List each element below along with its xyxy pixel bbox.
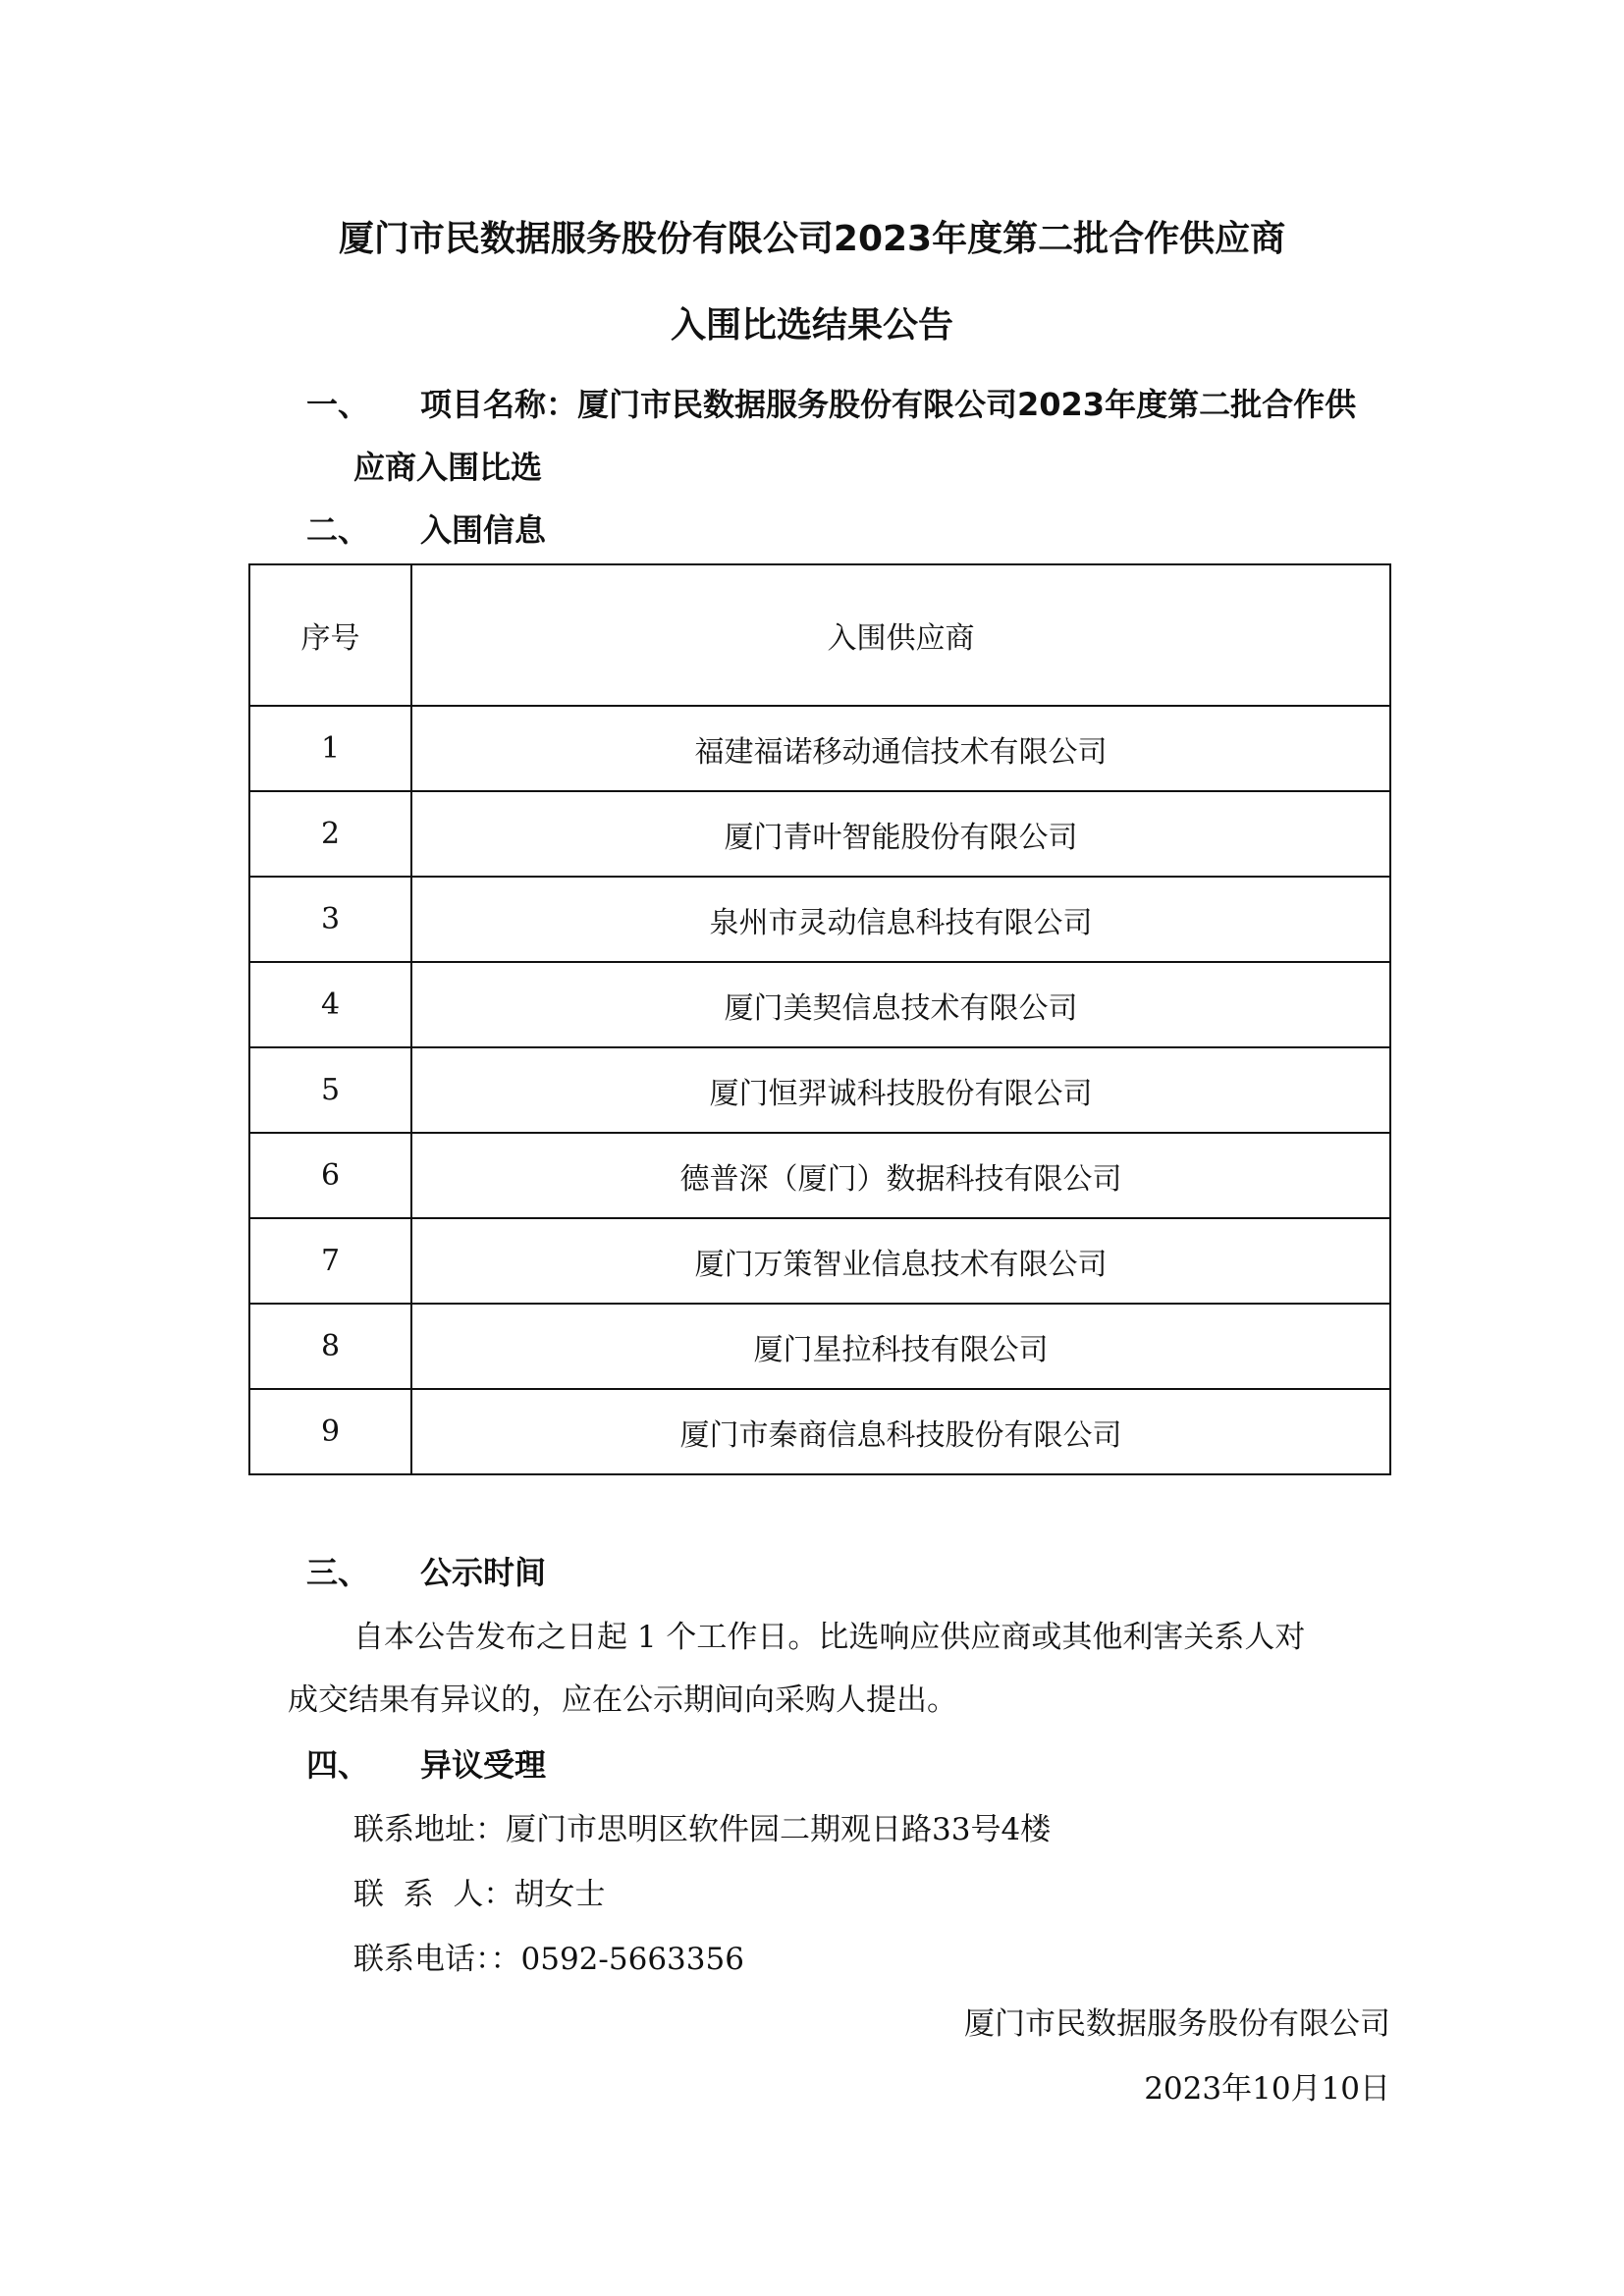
row-index: 8 [249,1304,411,1389]
row-index: 5 [249,1047,411,1133]
page-title-line-1: 厦门市民数据服务股份有限公司2023年度第二批合作供应商 [338,219,1286,259]
table-row [249,877,1390,962]
page-title-line-2: 入围比选结果公告 [670,305,953,346]
row-supplier-name: 德普深（厦门）数据科技有限公司 [411,1133,1390,1218]
section-2-number: 二、 [306,511,370,549]
table-row [249,791,1390,877]
row-index: 6 [249,1133,411,1218]
row-index: 1 [249,706,411,791]
table-row [249,962,1390,1047]
section-4-heading: 异议受理 [420,1746,547,1784]
section-3-body-line-1: 自本公告发布之日起 1 个工作日。比选响应供应商或其他利害关系人对 [353,1620,1306,1655]
row-supplier-name: 厦门青叶智能股份有限公司 [411,791,1390,877]
signature-company: 厦门市民数据服务股份有限公司 [964,2006,1390,2042]
table-row [249,1047,1390,1133]
table-row [249,1218,1390,1304]
row-index: 3 [249,877,411,962]
table-header-row [249,564,1390,706]
section-1-project-name-line-1: 项目名称：厦门市民数据服务股份有限公司2023年度第二批合作供 [420,386,1357,423]
row-supplier-name: 泉州市灵动信息科技有限公司 [411,877,1390,962]
row-supplier-name: 厦门星拉科技有限公司 [411,1304,1390,1389]
table-row [249,1389,1390,1474]
table-row [249,706,1390,791]
section-3-number: 三、 [306,1554,370,1591]
table-row [249,1133,1390,1218]
row-supplier-name: 厦门市秦商信息科技股份有限公司 [411,1389,1390,1474]
row-supplier-name: 厦门万策智业信息技术有限公司 [411,1218,1390,1304]
shortlisted-suppliers-table [248,563,1391,1475]
table-row [249,1304,1390,1389]
header-index: 序号 [249,564,411,706]
section-2-heading: 入围信息 [420,511,547,549]
row-supplier-name: 福建福诺移动通信技术有限公司 [411,706,1390,791]
section-1-project-name-line-2: 应商入围比选 [353,449,543,486]
row-supplier-name: 厦门恒羿诚科技股份有限公司 [411,1047,1390,1133]
row-supplier-name: 厦门美契信息技术有限公司 [411,962,1390,1047]
row-index: 7 [249,1218,411,1304]
row-index: 9 [249,1389,411,1474]
contact-person: 联 系 人：胡女士 [353,1877,606,1912]
contact-address: 联系地址：厦门市思明区软件园二期观日路33号4楼 [353,1812,1052,1847]
section-3-body-line-2: 成交结果有异议的，应在公示期间向采购人提出。 [288,1682,957,1718]
section-4-number: 四、 [306,1746,370,1784]
row-index: 4 [249,962,411,1047]
section-1-number: 一、 [306,386,370,423]
signature-date: 2023年10月10日 [1144,2071,1390,2107]
contact-phone: 联系电话：：0592-5663356 [353,1942,744,1977]
header-supplier: 入围供应商 [411,564,1390,706]
row-index: 2 [249,791,411,877]
section-3-heading: 公示时间 [420,1554,547,1591]
